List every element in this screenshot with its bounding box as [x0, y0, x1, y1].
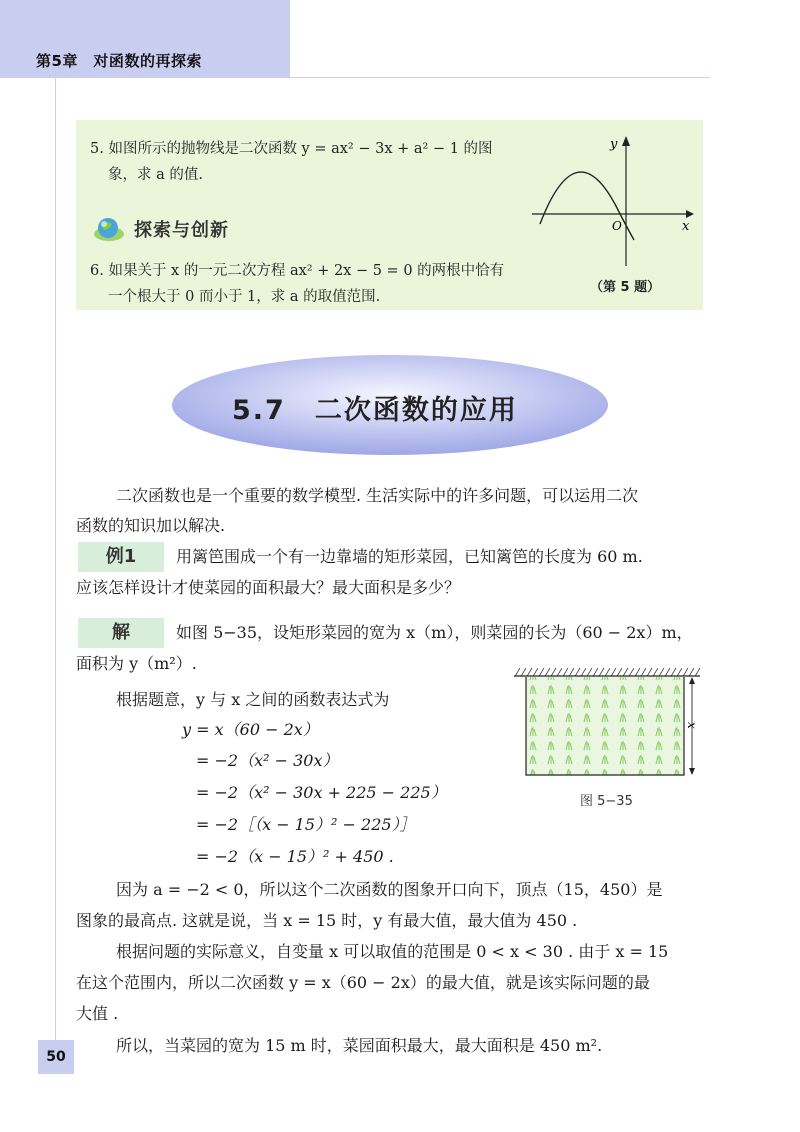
example-line1: 用篱笆围成一个有一边靠墙的矩形菜园，已知篱笆的长度为 60 m.: [176, 547, 643, 566]
graph-x-arrow: [686, 210, 694, 218]
chapter-title: 第5章 对函数的再探索: [36, 52, 202, 70]
paragraph-2-line2: 在这个范围内，所以二次函数 y = x（60 − 2x）的最大值，就是该实际问题的最: [76, 973, 650, 992]
exercise-6-line2: 一个根大于 0 而小于 1，求 a 的取值范围.: [108, 289, 381, 305]
header-rule: [290, 77, 710, 78]
intro-line2: 函数的知识加以解决.: [76, 516, 226, 535]
exercise-5-line2: 象，求 a 的值.: [108, 167, 203, 183]
left-margin-rule: [55, 78, 56, 1048]
graph-x-label: x: [682, 219, 690, 234]
equation-5: = −2（x − 15）² + 450 .: [196, 847, 394, 866]
page-number: 50: [38, 1040, 74, 1074]
paragraph-1-line1: 因为 a = −2 < 0，所以这个二次函数的图象开口向下，顶点（15，450）是: [116, 880, 663, 899]
graph-y-label: y: [610, 137, 618, 152]
intro-line1: 二次函数也是一个重要的数学模型. 生活实际中的许多问题，可以运用二次: [116, 486, 639, 505]
basis-line: 根据题意，y 与 x 之间的函数表达式为: [116, 690, 390, 709]
example-line2: 应该怎样设计才使菜园的面积最大？最大面积是多少？: [76, 578, 461, 597]
chapter-header-box: [0, 0, 290, 78]
garden-grass: [526, 677, 684, 775]
figure-caption: 图 5−35: [580, 794, 633, 809]
graph-origin-label: O: [612, 219, 622, 233]
solution-line1: 如图 5−35，设矩形菜园的宽为 x（m），则菜园的长为（60 − 2x）m，: [176, 623, 693, 642]
explore-title: 探索与创新: [134, 220, 229, 241]
paragraph-2-line1: 根据问题的实际意义，自变量 x 可以取值的范围是 0 < x < 30 . 由于 x = 15: [116, 942, 669, 961]
equation-2: = −2（x² − 30x）: [196, 751, 339, 770]
parabola-graph: [530, 130, 700, 270]
width-label: x: [685, 722, 699, 729]
graph-y-arrow: [622, 136, 630, 146]
paragraph-1-line2: 图象的最高点. 这就是说，当 x = 15 时，y 有最大值，最大值为 450 .: [76, 911, 578, 930]
globe-icon: [92, 214, 126, 244]
exercise-5-line1: 5. 如图所示的抛物线是二次函数 y = ax² − 3x + a² − 1 的图: [90, 141, 493, 157]
exercise-6-line1: 6. 如果关于 x 的一元二次方程 ax² + 2x − 5 = 0 的两根中恰有: [90, 263, 505, 279]
garden-figure: [508, 668, 708, 780]
solution-line2: 面积为 y（m²）.: [76, 654, 197, 673]
equation-1: y = x（60 − 2x）: [182, 720, 319, 739]
equation-4: = −2［（x − 15）² − 225）］: [196, 815, 416, 834]
equation-3: = −2（x² − 30x + 225 − 225）: [196, 783, 447, 802]
section-title: 5.7 二次函数的应用: [232, 395, 518, 426]
paragraph-3-line1: 所以，当菜园的宽为 15 m 时，菜园面积最大，最大面积是 450 m².: [116, 1036, 603, 1055]
example-label: 例1: [78, 542, 164, 572]
solution-label: 解: [78, 618, 164, 648]
paragraph-2-line3: 大值 .: [76, 1004, 119, 1023]
explore-heading: [92, 214, 229, 244]
wall-hatching: [514, 668, 700, 676]
exercise-5-caption: （第 5 题）: [590, 280, 661, 295]
